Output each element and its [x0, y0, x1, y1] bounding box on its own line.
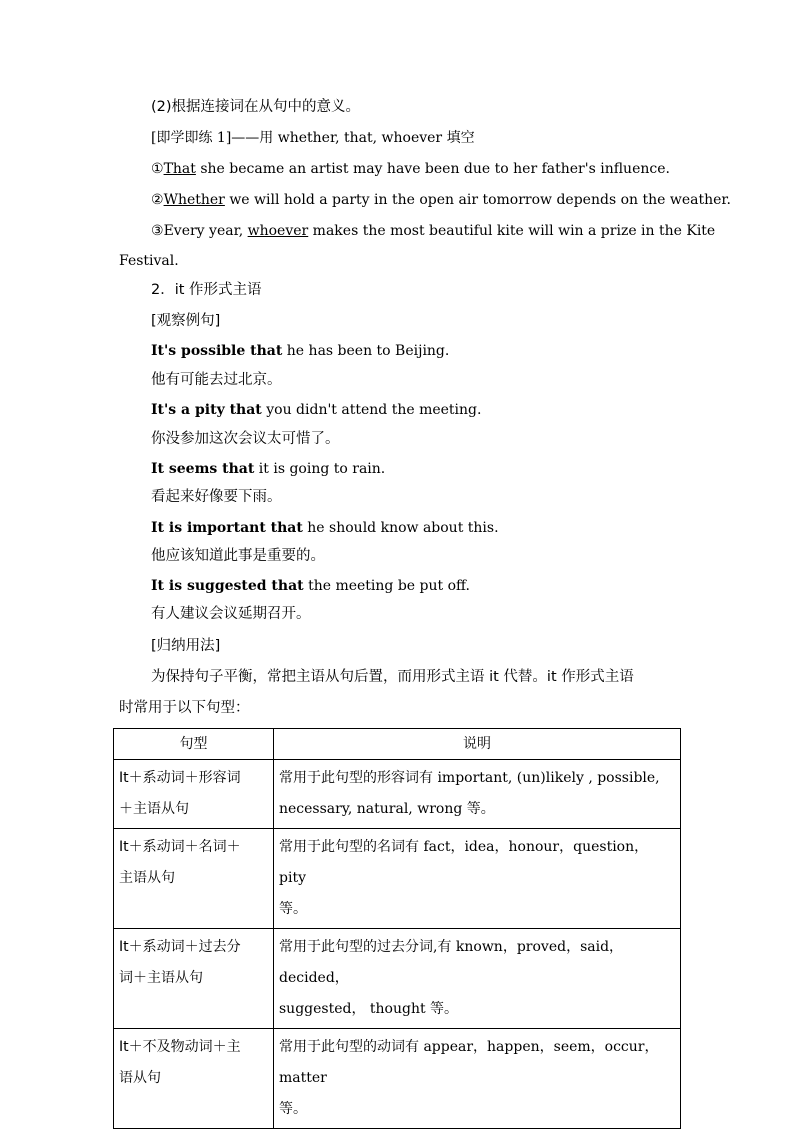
example-bold: It's possible that [151, 343, 283, 359]
table-row [114, 929, 681, 1029]
table-row [114, 760, 681, 829]
pattern-cell: It＋系动词＋名词＋ 主语从句 [114, 829, 274, 929]
description-cell: 常用于此句型的形容词有 important, (un)likely , possible, necessary, natural, wrong 等。 [274, 760, 681, 829]
example-english: It is suggested that the meeting be put off. [151, 578, 470, 594]
summary-text-line-2: 时常用于以下句型： [119, 700, 250, 716]
exercise-item-3-continuation: Festival. [119, 253, 179, 269]
description-cell: 常用于此句型的名词有 fact，idea，honour，question，pity 等。 [274, 829, 681, 929]
answer-blank: Whether [163, 192, 225, 208]
example-chinese: 你没参加这次会议太可惜了。 [151, 431, 340, 447]
item-text-before: Every year, [163, 223, 248, 239]
pattern-cell: It＋系动词＋过去分 词＋主语从句 [114, 929, 274, 1029]
example-bold: It is suggested that [151, 578, 304, 594]
answer-blank: whoever [247, 223, 309, 239]
summary-text-line-1: 为保持句子平衡，常把主语从句后置，而用形式主语 it 代替。it 作形式主语 [151, 669, 634, 685]
example-bold: It is important that [151, 520, 303, 536]
section-heading: 2．it 作形式主语 [151, 282, 262, 298]
example-chinese: 看起来好像要下雨。 [151, 489, 282, 505]
pattern-cell: It＋系动词＋形容词 ＋主语从句 [114, 760, 274, 829]
point-2-text: (2)根据连接词在从句中的意义。 [151, 99, 361, 115]
description-cell: 常用于此句型的动词有 appear，happen，seem，occur，matter 等。 [274, 1029, 681, 1129]
item-number: ① [151, 161, 164, 177]
table-row [114, 1029, 681, 1129]
example-english: It is important that he should know about this. [151, 520, 499, 536]
example-bold: It's a pity that [151, 402, 262, 418]
table-row [114, 829, 681, 929]
example-english: It's a pity that you didn't attend the meeting. [151, 402, 482, 418]
exercise-item-1 [151, 159, 670, 179]
item-text: we will hold a party in the open air tomorrow depends on the weather. [224, 192, 731, 208]
example-chinese: 他有可能去过北京。 [151, 372, 282, 388]
example-english: It seems that it is going to rain. [151, 461, 386, 477]
observe-label: [观察例句] [151, 313, 221, 329]
item-number: ② [151, 192, 164, 208]
example-chinese: 有人建议会议延期召开。 [151, 606, 311, 622]
example-chinese: 他应该知道此事是重要的。 [151, 548, 325, 564]
table-header-pattern: 句型 [114, 729, 274, 760]
table-header-row [114, 729, 681, 760]
table-header-description: 说明 [274, 729, 681, 760]
exercise-title: [即学即练 1]——用 whether, that, whoever 填空 [151, 130, 475, 146]
item-text: she became an artist may have been due to her father's influence. [195, 161, 670, 177]
example-english: It's possible that he has been to Beijing. [151, 343, 450, 359]
summary-label: [归纳用法] [151, 638, 221, 654]
exercise-item-2 [151, 190, 731, 210]
description-cell: 常用于此句型的过去分词,有 known，proved，said，decided， suggested， thought 等。 [274, 929, 681, 1029]
answer-blank: That [163, 161, 196, 177]
exercise-item-3 [151, 221, 715, 241]
pattern-cell: It＋不及物动词＋主 语从句 [114, 1029, 274, 1129]
item-number: ③ [151, 223, 164, 239]
item-text: makes the most beautiful kite will win a prize in the Kite [308, 223, 716, 239]
example-bold: It seems that [151, 461, 255, 477]
sentence-pattern-table [113, 728, 681, 1129]
